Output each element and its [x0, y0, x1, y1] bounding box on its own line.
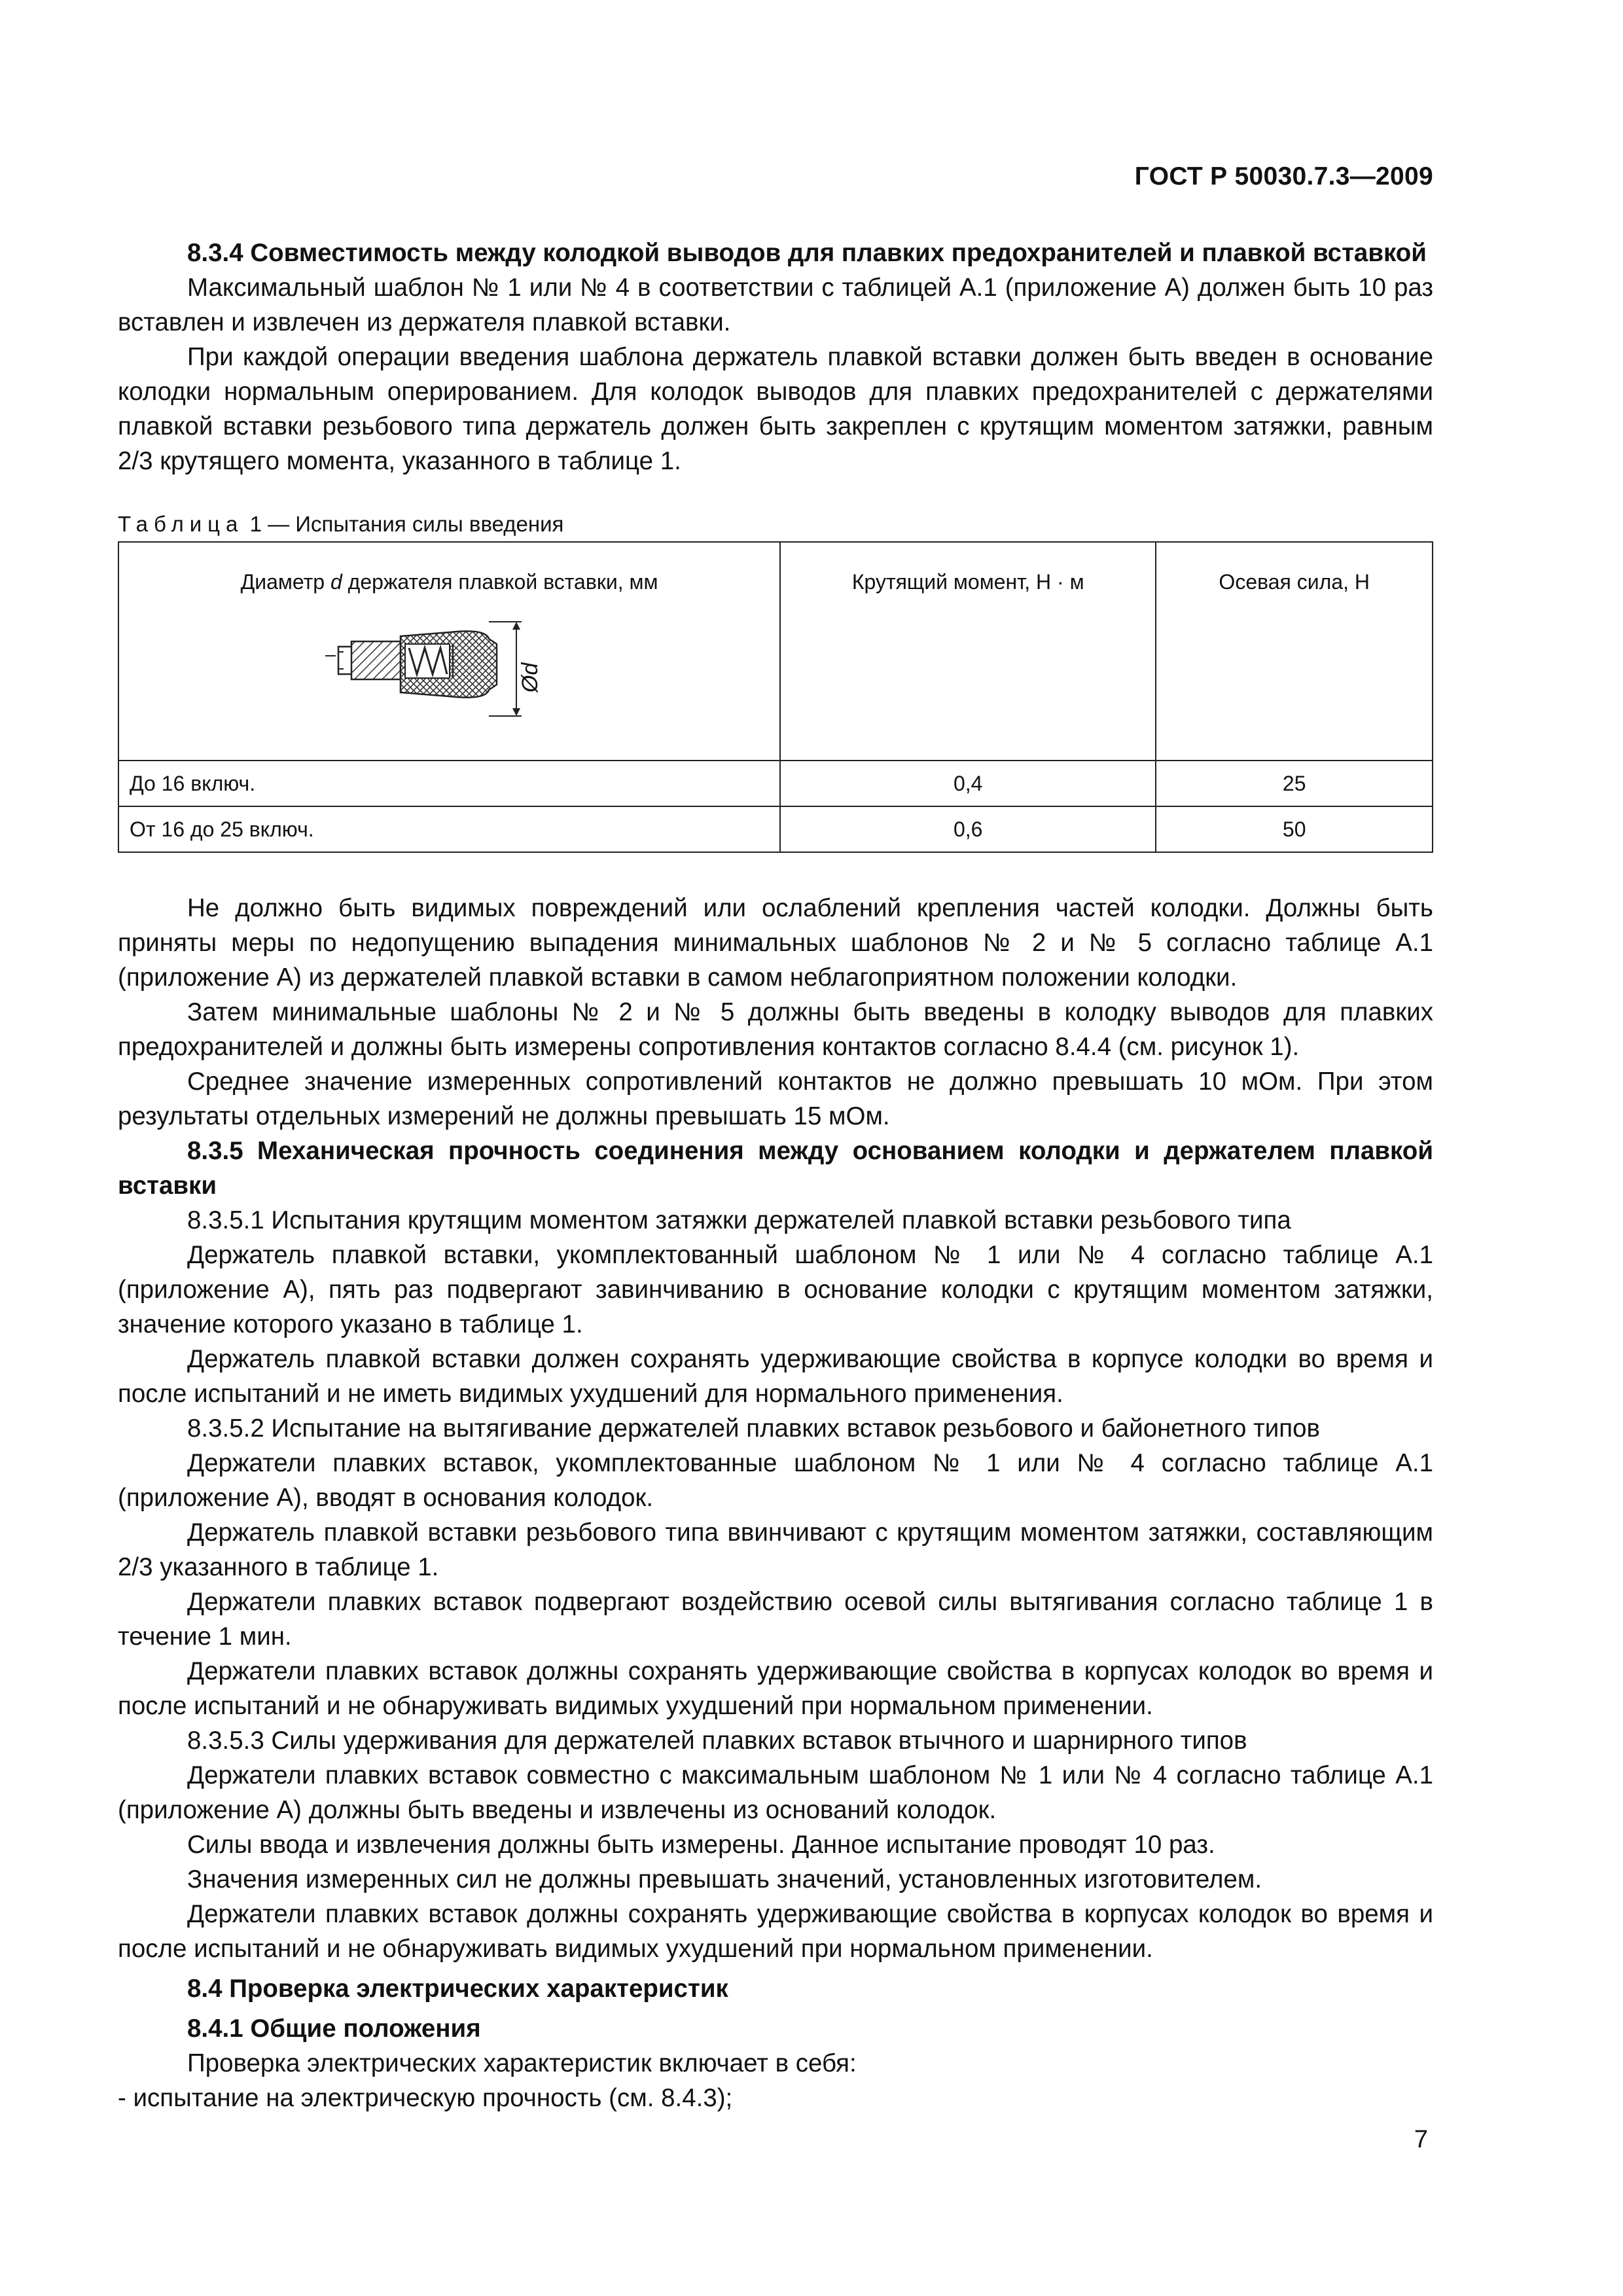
row-force: 50	[1156, 806, 1433, 852]
table-header-row	[118, 542, 1433, 761]
table-caption	[118, 510, 1433, 539]
fuse-holder-figure	[325, 615, 574, 726]
section-8-4-heading: 8.4 Проверка электрических характеристик	[187, 1975, 728, 2003]
paragraph: Держатели плавких вставок совместно с максимальным шаблоном № 1 или № 4 согласно таблице А.1 (приложение А) должны быть введены и извлечены из оснований колодок.	[118, 1761, 1433, 1824]
figure-diameter-label: Ød	[517, 662, 543, 692]
paragraph: Затем минимальные шаблоны № 2 и № 5 должны быть введены в колодку выводов для плавких предохранителей и должны быть измерены сопротивления контактов согласно 8.4.4 (см. рисунок 1).	[118, 998, 1433, 1061]
table-row	[118, 806, 1433, 852]
table-caption-word: Таблица	[118, 512, 244, 536]
section-8-3-4-heading: 8.3.4 Совместимость между колодкой выводов для плавких предохранителей и плавкой вставкой	[187, 239, 1427, 267]
insertion-force-table	[118, 541, 1433, 853]
paragraph: Среднее значение измеренных сопротивлений контактов не должно превышать 10 мОм. При этом результаты отдельных измерений не должны превышать 15 мОм.	[118, 1067, 1433, 1130]
header-diameter-post: держателя плавкой вставки, мм	[342, 570, 658, 594]
paragraph: Не должно быть видимых повреждений или ослаблений крепления частей колодки. Должны быть приняты меры по недопущению выпадения минимальных шаблонов № 2 и № 5 согласно таблице А.1 (приложение А) из держателей плавкой вставки в самом неблагоприятном положении колодки.	[118, 894, 1433, 992]
paragraph: Держатели плавких вставок должны сохранять удерживающие свойства в корпусах колодок во время и после испытаний и не обнаруживать видимых ухудшений при нормальном применении.	[118, 1657, 1433, 1720]
paragraph: Держатели плавких вставок подвергают воздействию осевой силы вытягивания согласно таблице 1 в течение 1 мин.	[118, 1588, 1433, 1651]
paragraph: Значения измеренных сил не должны превышать значений, установленных изготовителем.	[187, 1865, 1262, 1893]
paragraph: Проверка электрических характеристик включает в себя:	[187, 2049, 857, 2077]
paragraph: Максимальный шаблон № 1 или № 4 в соответствии с таблицей А.1 (приложение А) должен быть 10 раз вставлен и извлечен из держателя плавкой вставки.	[118, 274, 1433, 336]
row-torque: 0,6	[780, 806, 1156, 852]
row-torque: 0,4	[780, 761, 1156, 806]
header-cell-torque: Крутящий момент, Н · м	[780, 542, 1156, 761]
paragraph: Держатель плавкой вставки должен сохранять удерживающие свойства в корпусе колодки во время и после испытаний и не иметь видимых ухудшений для нормального применения.	[118, 1345, 1433, 1408]
list-item: - испытание на электрическую прочность (см. 8.4.3);	[118, 2084, 733, 2112]
section-8-4-1-heading: 8.4.1 Общие положения	[187, 2015, 481, 2043]
header-diameter-pre: Диаметр	[240, 570, 330, 594]
row-label: До 16 включ.	[118, 761, 780, 806]
document-header: ГОСТ Р 50030.7.3—2009	[1134, 162, 1433, 190]
paragraph: Держатели плавких вставок должны сохранять удерживающие свойства в корпусах колодок во время и после испытаний и не обнаруживать видимых ухудшений при нормальном применении.	[118, 1900, 1433, 1963]
subsection-8-3-5-3-title: 8.3.5.3 Силы удерживания для держателей плавких вставок втычного и шарнирного типов	[187, 1727, 1247, 1755]
header-cell-force: Осевая сила, Н	[1156, 542, 1433, 761]
paragraph: Держатели плавких вставок, укомплектованные шаблоном № 1 или № 4 согласно таблице А.1 (приложение А), вводят в основания колодок.	[118, 1449, 1433, 1512]
section-8-3-5-heading: 8.3.5 Механическая прочность соединения между основанием колодки и держателем плавкой вставки	[118, 1137, 1433, 1200]
page-number: 7	[1414, 2126, 1428, 2153]
subsection-8-3-5-2-title: 8.3.5.2 Испытание на вытягивание держателей плавких вставок резьбового и байонетного типов	[187, 1414, 1320, 1443]
paragraph: Держатель плавкой вставки, укомплектованный шаблоном № 1 или № 4 согласно таблице А.1 (приложение А), пять раз подвергают завинчиванию в основание колодки с крутящим моментом затяжки, значение которого указано в таблице 1.	[118, 1241, 1433, 1338]
row-force: 25	[1156, 761, 1433, 806]
header-cell-diameter	[118, 542, 780, 761]
row-label: От 16 до 25 включ.	[118, 806, 780, 852]
paragraph: Силы ввода и извлечения должны быть измерены. Данное испытание проводят 10 раз.	[187, 1831, 1215, 1859]
page-content	[118, 236, 1433, 2115]
table-caption-text: 1 — Испытания силы введения	[249, 512, 564, 536]
paragraph: Держатель плавкой вставки резьбового типа ввинчивают с крутящим моментом затяжки, составляющим 2/3 указанного в таблице 1.	[118, 1518, 1433, 1581]
header-diameter-var: d	[330, 570, 342, 594]
table-row	[118, 761, 1433, 806]
subsection-8-3-5-1-title: 8.3.5.1 Испытания крутящим моментом затяжки держателей плавкой вставки резьбового типа	[187, 1206, 1291, 1234]
paragraph: При каждой операции введения шаблона держатель плавкой вставки должен быть введен в основание колодки нормальным оперированием. Для колодок выводов для плавких предохранителей с держателями плавкой вставки резьбового типа держатель должен быть закреплен с крутящим моментом затяжки, равным 2/3 крутящего момента, указанного в таблице 1.	[118, 343, 1433, 475]
